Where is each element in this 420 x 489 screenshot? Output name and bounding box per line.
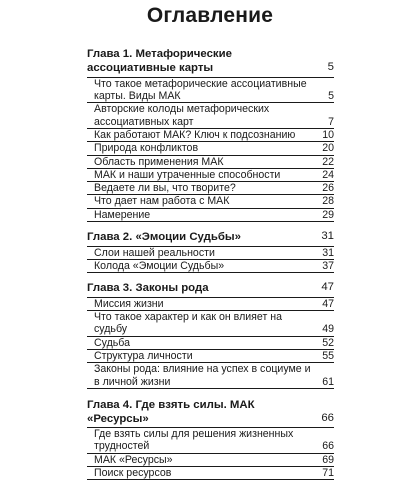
- table-of-contents: [87, 48, 334, 489]
- entry-title: Намерение: [94, 208, 151, 221]
- toc-entry[interactable]: [87, 78, 334, 104]
- toc-entry[interactable]: [87, 260, 334, 273]
- page-number: 61: [322, 375, 334, 388]
- toc-entry[interactable]: [87, 247, 334, 260]
- entry-title: Природа конфликтов: [94, 142, 199, 155]
- toc-entry[interactable]: [87, 298, 334, 311]
- page-number: 20: [322, 142, 334, 155]
- entry-title: Авторские колоды метафорических ассоциативных карт: [94, 103, 270, 128]
- page-number: 29: [322, 208, 334, 221]
- page-number: 55: [322, 350, 334, 363]
- toc-entry[interactable]: [87, 156, 334, 169]
- toc-entry[interactable]: [87, 350, 334, 363]
- chapter-heading[interactable]: [87, 231, 334, 247]
- entry-title: Слои нашей реальности: [94, 246, 215, 259]
- entry-title: Миссия жизни: [94, 297, 164, 310]
- entry-title: Судьба: [94, 336, 131, 349]
- toc-entry[interactable]: [87, 337, 334, 350]
- entry-title: МАК и наши утраченные способности: [94, 168, 281, 181]
- toc-entry[interactable]: [87, 209, 334, 222]
- toc-entry[interactable]: [87, 195, 334, 208]
- toc-entry[interactable]: [87, 311, 334, 337]
- page-number: 49: [322, 323, 334, 336]
- toc-entry[interactable]: [87, 169, 334, 182]
- toc-entry[interactable]: [87, 467, 334, 480]
- page-number: 37: [322, 259, 334, 272]
- chapter-heading[interactable]: [87, 282, 334, 298]
- page-number: 31: [321, 230, 334, 243]
- page-number: 24: [322, 168, 334, 181]
- entry-title: Ведаете ли вы, что творите?: [94, 182, 236, 195]
- page-number: 66: [321, 411, 334, 424]
- page-number: 26: [322, 182, 334, 195]
- chapter-heading[interactable]: [87, 399, 334, 428]
- chapter-title: Глава 3. Законы рода: [87, 282, 209, 295]
- page-number: 5: [328, 90, 334, 103]
- toc-entry[interactable]: [87, 103, 334, 129]
- chapter-title: Глава 1. Метафорические ассоциативные карты: [87, 48, 232, 74]
- entry-title: Что такое характер и как он влияет на судьбу: [94, 311, 282, 336]
- page-number: 52: [322, 336, 334, 349]
- entry-title: Структура личности: [94, 350, 193, 363]
- page-number: 69: [322, 453, 334, 466]
- chapter-title: Глава 4. Где взять силы. МАК «Ресурсы»: [87, 398, 255, 425]
- page-number: 31: [322, 246, 334, 259]
- chapter-title: Глава 2. «Эмоции Судьбы»: [87, 231, 241, 244]
- page-title: Оглавление: [146, 4, 274, 27]
- entry-title: Область применения МАК: [94, 155, 224, 168]
- toc-entry[interactable]: [87, 454, 334, 467]
- page-number: 10: [322, 129, 334, 141]
- entry-title: Как работают МАК? Ключ к подсознанию: [94, 129, 296, 141]
- chapter-4: [87, 399, 334, 480]
- toc-entry[interactable]: [87, 428, 334, 454]
- entry-title: МАК «Ресурсы»: [94, 453, 173, 466]
- entry-title: Законы рода: влияние на успех в социуме и в личной жизни: [94, 363, 311, 388]
- chapter-2: [87, 231, 334, 273]
- entry-title: Где взять силы для решения жизненных трудностей: [94, 428, 294, 453]
- page-number: 71: [322, 467, 334, 480]
- chapter-3: [87, 282, 334, 389]
- page-number: 5: [327, 61, 334, 74]
- toc-entry[interactable]: [87, 363, 334, 389]
- page-number: 47: [321, 281, 334, 294]
- entry-title: Поиск ресурсов: [94, 467, 172, 480]
- toc-entry[interactable]: [87, 182, 334, 195]
- page-number: 28: [322, 195, 334, 208]
- page-number: 66: [322, 440, 334, 453]
- chapter-heading[interactable]: [87, 48, 334, 78]
- page-number: 7: [328, 115, 334, 128]
- entry-title: Что дает нам работа с МАК: [94, 195, 230, 208]
- entry-title: Колода «Эмоции Судьбы»: [94, 259, 225, 272]
- toc-entry[interactable]: [87, 129, 334, 142]
- chapter-1: [87, 48, 334, 222]
- entry-title: Что такое метафорические ассоциативные карты. Виды МАК: [94, 77, 307, 103]
- page-number: 47: [322, 297, 334, 310]
- page-number: 22: [322, 155, 334, 168]
- toc-entry[interactable]: [87, 142, 334, 155]
